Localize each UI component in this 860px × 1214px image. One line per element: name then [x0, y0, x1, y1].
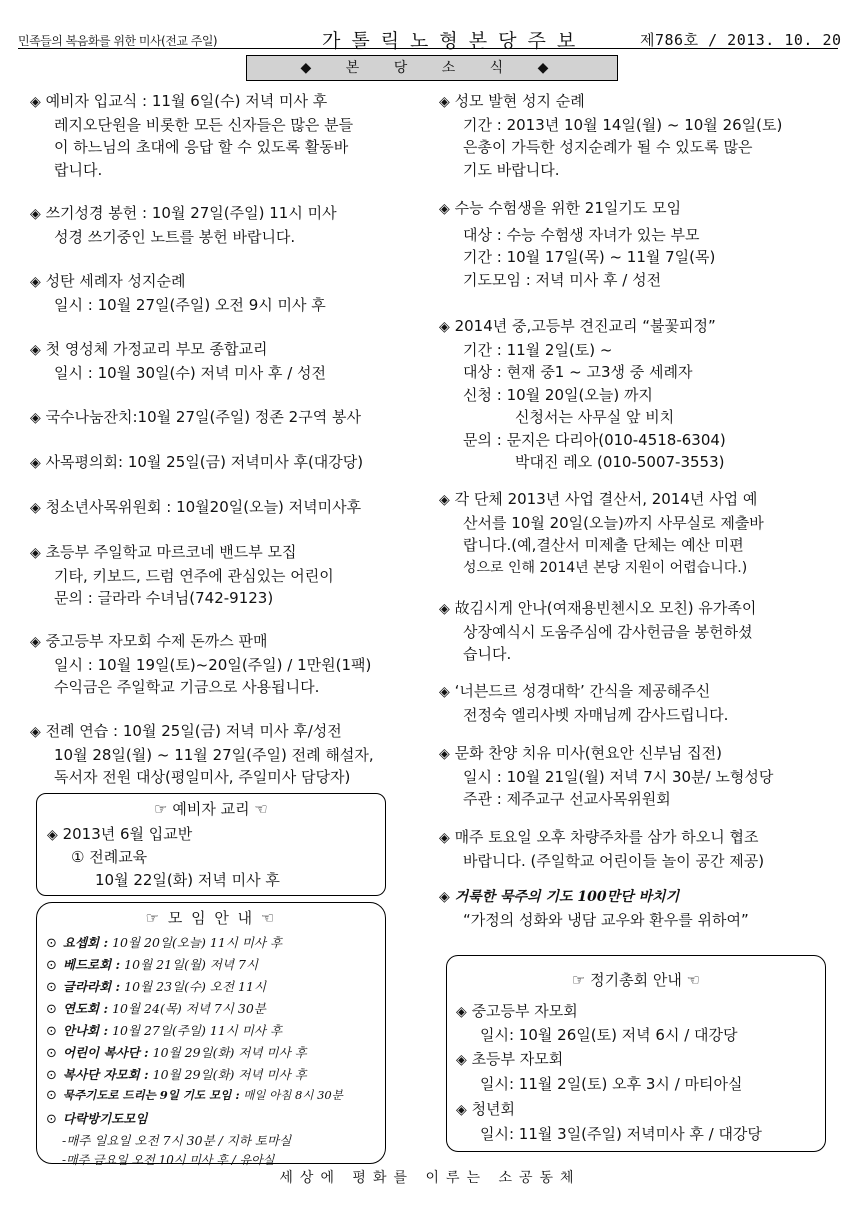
notice-item: ◈ 각 단체 2013년 사업 결산서, 2014년 사업 예 산서를 10월 20일(오늘)까지 사무실로 제출바 랍니다.(예,결산서 미제출 단체는 예산 미편 성으로 인해 2014년 본당 지원이 어렵습니다.) — [439, 490, 764, 576]
diamond-bullet-icon: ◈ — [439, 830, 450, 846]
header-divider — [18, 48, 838, 49]
diamond-bullet-icon: ◈ — [439, 601, 450, 617]
diamond-bullet-icon: ◈ — [456, 1052, 467, 1068]
diamond-bullet-icon: ◈ — [439, 94, 450, 110]
assembly-group: ◈ 초등부 자모회 — [456, 1050, 564, 1068]
notice-item: ◈ 쓰기성경 봉헌 : 10월 27일(주일) 11시 미사 성경 쓰기중인 노트를 봉헌 바랍니다. — [30, 204, 337, 246]
diamond-bullet-icon: ◈ — [30, 274, 41, 290]
notice-item: ◈ 故김시게 안나(여재용빈첸시오 모친) 유가족이 상장예식시 도움주심에 감사헌금을 봉헌하셨 습니다. — [439, 599, 757, 663]
notice-item: ◈ 거룩한 묵주의 기도 100만단 바치기 “가정의 성화와 냉담 교우와 환우를 위하여” — [439, 889, 749, 929]
diamond-bullet-icon: ◈ — [30, 342, 41, 358]
diamond-bullet-icon: ◈ — [439, 492, 450, 508]
notice-item: ◈ ‘너븐드르 성경대학’ 간식을 제공해주신 전정숙 엘리사벳 자매님께 감사드립니다. — [439, 682, 729, 724]
notice-item: ◈ 첫 영성체 가정교리 부모 종합교리 일시 : 10월 30일(수) 저녁 미사 후 / 성전 — [30, 340, 327, 382]
meeting-line: ⊙ 베드로회 : 10월 21일(월) 저녁 7시 — [46, 957, 259, 973]
notice-item: ◈ 2014년 중,고등부 견진교리 “불꽃피정” 기간 : 11월 2일(토) ~ 대상 : 현재 중1 ~ 고3생 중 세례자 신청 : 10월 20일(오늘) 까지 신청서는 사무실 앞 비치 문의 : 문지은 다리아(010-4518-6304) 박대진 레오 (010-5007-3553) — [439, 317, 726, 471]
meeting-line: ⊙ 연도회 : 10월 24(목) 저녁 7시 30분 — [46, 1001, 266, 1017]
meeting-line: ⊙ 안나회 : 10월 27일(주일) 11시 미사 후 — [46, 1023, 283, 1039]
diamond-bullet-icon: ◈ — [47, 827, 58, 843]
diamond-bullet-icon: ◈ — [439, 319, 450, 335]
notice-item: ◈ 성탄 세례자 성지순례 일시 : 10월 27일(주일) 오전 9시 미사 후 — [30, 272, 326, 314]
assembly-detail: 일시: 11월 2일(토) 오후 3시 / 마티아실 — [480, 1075, 743, 1093]
circle-dot-icon: ⊙ — [46, 936, 57, 951]
diamond-bullet-icon: ◈ — [439, 201, 450, 217]
diamond-bullet-icon: ◈ — [456, 1004, 467, 1020]
diamond-bullet-icon: ◈ — [439, 889, 450, 905]
circle-dot-icon: ⊙ — [46, 980, 57, 995]
diamond-bullet-icon: ◈ — [30, 500, 41, 516]
notice-item: ◈ 중고등부 자모회 수제 돈까스 판매 일시 : 10월 19일(토)~20일(주일) / 1만원(1팩) 수익금은 주일학교 기금으로 사용됩니다. — [30, 632, 372, 696]
assembly-group: ◈ 청년회 — [456, 1100, 516, 1118]
catechumen-item: ◈ 2013년 6월 입교반 — [47, 825, 193, 843]
diamond-bullet-icon: ◈ — [30, 206, 41, 222]
notice-item: ◈ 사목평의회: 10월 25일(금) 저녁미사 후(대강당) — [30, 453, 364, 471]
diamond-bullet-icon: ◈ — [30, 94, 41, 110]
assembly-box-title: ☞ 정기총회 안내 ☜ — [571, 971, 701, 989]
meeting-box-title: ☞ 모 임 안 내 ☜ — [145, 909, 277, 927]
diamond-bullet-icon: ◈ — [30, 455, 41, 471]
meeting-subline: -매주 금요일 오전 10시 미사 후 / 유아실 — [62, 1153, 275, 1167]
circle-dot-icon: ⊙ — [46, 1068, 57, 1083]
circle-dot-icon: ⊙ — [46, 958, 57, 973]
diamond-bullet-icon: ◈ — [456, 1102, 467, 1118]
assembly-group: ◈ 중고등부 자모회 — [456, 1002, 578, 1020]
notice-item: ◈ 매주 토요일 오후 차량주차를 삼가 하오니 협조 바랍니다. (주일학교 어린이들 놀이 공간 제공) — [439, 828, 765, 870]
notice-item: ◈ 예비자 입교식 : 11월 6일(수) 저녁 미사 후 레지오단원을 비롯한 모든 신자들은 많은 분들 이 하느님의 초대에 응답 할 수 있도록 활동바 랍니다. — [30, 92, 354, 179]
meeting-line: ⊙ 복사단 자모회 : 10월 29일(화) 저녁 미사 후 — [46, 1067, 307, 1083]
section-title: ◆ 본 당 소 식 ◆ — [246, 55, 618, 81]
diamond-bullet-icon: ◈ — [30, 410, 41, 426]
catechumen-sub-detail: 10월 22일(화) 저녁 미사 후 — [95, 871, 280, 889]
diamond-bullet-icon: ◈ — [439, 684, 450, 700]
bulletin-header — [0, 0, 860, 52]
notice-item: ◈ 전례 연습 : 10월 25일(금) 저녁 미사 후/성전 10월 28일(월) ~ 11월 27일(주일) 전례 해설자, 독서자 전원 대상(평일미사, 주일미사 담당자) — [30, 722, 374, 786]
notice-item: ◈ 수능 수험생을 위한 21일기도 모임 대상 : 수능 수험생 자녀가 있는 부모 기간 : 10월 17일(목) ~ 11월 7일(목) 기도모임 : 저녁 미사 후 / 성전 — [439, 199, 716, 289]
catechumen-sub-label: ① 전례교육 — [71, 848, 148, 866]
circle-dot-icon: ⊙ — [46, 1002, 57, 1017]
notice-item: ◈ 초등부 주일학교 마르코네 밴드부 모집 기타, 키보드, 드럼 연주에 관심있는 어린이 문의 : 글라라 수녀님(742-9123) — [30, 543, 334, 607]
meeting-line: ⊙ 묵주기도로 드리는 9일 기도 모임 : 매일 아침 8시 30분 — [46, 1088, 343, 1103]
circle-dot-icon: ⊙ — [46, 1024, 57, 1039]
meeting-line: ⊙ 요셉회 : 10월 20일(오늘) 11시 미사 후 — [46, 935, 283, 951]
meeting-line: ⊙ 글라라회 : 10월 23일(수) 오전 11시 — [46, 979, 267, 995]
header-mass-title: 민족들의 복음화를 위한 미사(전교 주일) — [18, 34, 218, 48]
meeting-line: ⊙ 어린이 복사단 : 10월 29일(화) 저녁 미사 후 — [46, 1045, 307, 1061]
notice-item: ◈ 청소년사목위원회 : 10월20일(오늘) 저녁미사후 — [30, 498, 362, 516]
circle-dot-icon: ⊙ — [46, 1088, 57, 1103]
catechumen-box-title: ☞ 예비자 교리 ☜ — [154, 800, 268, 818]
circle-dot-icon: ⊙ — [46, 1112, 57, 1127]
meeting-line: ⊙ 다락방기도모임 — [46, 1111, 148, 1127]
circle-dot-icon: ⊙ — [46, 1046, 57, 1061]
header-issue-date: 제786호 / 2013. 10. 20 — [640, 31, 842, 49]
catechumen-class-box — [36, 793, 386, 896]
meeting-subline: -매주 일요일 오전 7시 30분 / 지하 토마실 — [62, 1133, 292, 1148]
notice-item: ◈ 성모 발현 성지 순례 기간 : 2013년 10월 14일(월) ~ 10월 26일(토) 은총이 가득한 성지순례가 될 수 있도록 많은 기도 바랍니다. — [439, 92, 783, 179]
assembly-detail: 일시: 11월 3일(주일) 저녁미사 후 / 대강당 — [480, 1125, 762, 1143]
diamond-bullet-icon: ◈ — [30, 634, 41, 650]
diamond-bullet-icon: ◈ — [30, 724, 41, 740]
notice-item: ◈ 국수나눔잔치:10월 27일(주일) 정존 2구역 봉사 — [30, 408, 361, 426]
notice-item: ◈ 문화 찬양 치유 미사(현요안 신부님 집전) 일시 : 10월 21일(월) 저녁 7시 30분/ 노형성당 주관 : 제주교구 선교사목위원회 — [439, 744, 774, 808]
diamond-bullet-icon: ◈ — [30, 545, 41, 561]
assembly-detail: 일시: 10월 26일(토) 저녁 6시 / 대강당 — [480, 1026, 738, 1044]
footer-motto: 세상에 평화를 이루는 소공동체 — [279, 1170, 581, 1186]
diamond-bullet-icon: ◈ — [439, 746, 450, 762]
header-bulletin-name: 가톨릭노형본당주보 — [322, 30, 587, 52]
